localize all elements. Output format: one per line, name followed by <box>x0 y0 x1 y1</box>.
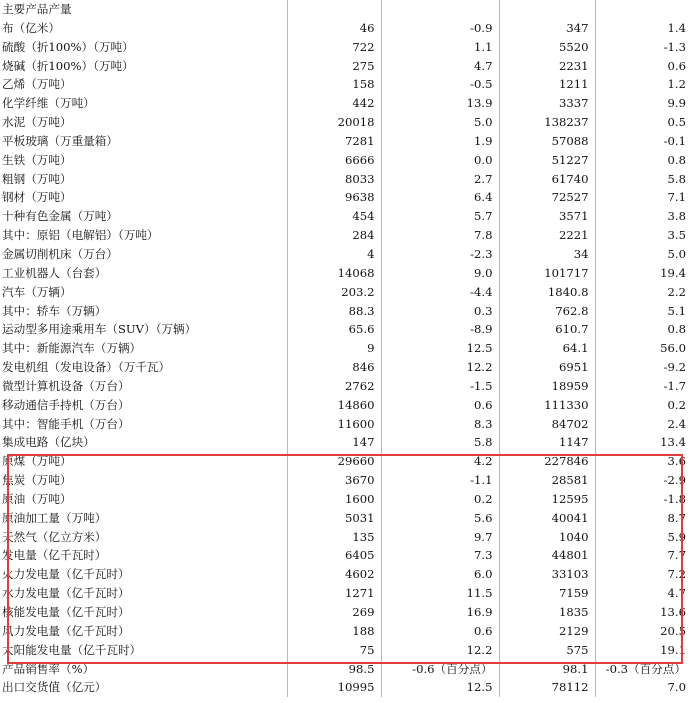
value-cell-v1: 8033 <box>287 170 381 189</box>
value-cell-v4: 5.9 <box>595 528 692 547</box>
value-cell-v2: 6.4 <box>381 188 499 207</box>
value-cell-v4: 0.8 <box>595 151 692 170</box>
value-cell-v2: 12.5 <box>381 678 499 697</box>
value-cell-v2: 7.8 <box>381 226 499 245</box>
value-cell-v3: 7159 <box>499 584 595 603</box>
table-row <box>0 264 692 283</box>
table-row <box>0 132 692 151</box>
value-cell-v2: 16.9 <box>381 603 499 622</box>
value-cell-v3: 1147 <box>499 433 595 452</box>
table-row <box>0 358 692 377</box>
table-row <box>0 38 692 57</box>
value-cell-v2: 4.2 <box>381 452 499 471</box>
value-cell-v1: 4 <box>287 245 381 264</box>
value-cell-v3: 101717 <box>499 264 595 283</box>
value-cell-v1: 203.2 <box>287 283 381 302</box>
value-cell-v4: 8.7 <box>595 509 692 528</box>
value-cell-v2: 2.7 <box>381 170 499 189</box>
table-row <box>0 283 692 302</box>
value-cell-v3: 40041 <box>499 509 595 528</box>
value-cell-v4: 13.6 <box>595 603 692 622</box>
value-cell-v4: 7.1 <box>595 188 692 207</box>
value-cell-v3: 1835 <box>499 603 595 622</box>
value-cell-v1: 3670 <box>287 471 381 490</box>
value-cell-v3: 57088 <box>499 132 595 151</box>
table-row <box>0 452 692 471</box>
row-label: 风力发电量（亿千瓦时） <box>2 623 130 638</box>
value-cell-v2: 0.3 <box>381 302 499 321</box>
value-cell-v2: 12.5 <box>381 339 499 358</box>
value-cell-v3: 347 <box>499 19 595 38</box>
value-cell-v3: 33103 <box>499 565 595 584</box>
value-cell-v1: 4602 <box>287 565 381 584</box>
value-cell-v1: 65.6 <box>287 320 381 339</box>
table-row <box>0 377 692 396</box>
value-cell-v3: 575 <box>499 641 595 660</box>
value-cell-v2: 0.6 <box>381 622 499 641</box>
value-cell-v3: 111330 <box>499 396 595 415</box>
row-label: 原油加工量（万吨） <box>2 510 107 525</box>
value-cell-v1: 269 <box>287 603 381 622</box>
table-row <box>0 678 692 697</box>
table-row <box>0 75 692 94</box>
value-cell-v3: 2221 <box>499 226 595 245</box>
value-cell-v4: -0.3（百分点） <box>595 660 692 679</box>
value-cell-v2: 5.0 <box>381 113 499 132</box>
value-cell-v4: 3.5 <box>595 226 692 245</box>
table-row <box>0 471 692 490</box>
row-label: 水泥（万吨） <box>2 115 72 130</box>
table-row <box>0 509 692 528</box>
table-row <box>0 433 692 452</box>
title-cell-1 <box>287 0 381 19</box>
row-label: 粗钢（万吨） <box>2 171 72 186</box>
row-label: 微型计算机设备（万台） <box>2 378 130 393</box>
value-cell-v3: 61740 <box>499 170 595 189</box>
value-cell-v1: 454 <box>287 207 381 226</box>
value-cell-v2: -0.9 <box>381 19 499 38</box>
row-label: 产品销售率（%） <box>2 661 95 676</box>
value-cell-v4: -1.7 <box>595 377 692 396</box>
value-cell-v3: 138237 <box>499 113 595 132</box>
value-cell-v1: 442 <box>287 94 381 113</box>
table-row <box>0 302 692 321</box>
value-cell-v2: 12.2 <box>381 358 499 377</box>
table-row <box>0 546 692 565</box>
row-label: 汽车（万辆） <box>2 284 72 299</box>
value-cell-v1: 275 <box>287 57 381 76</box>
value-cell-v1: 88.3 <box>287 302 381 321</box>
table-row <box>0 113 692 132</box>
value-cell-v1: 158 <box>287 75 381 94</box>
row-label: 其中：新能源汽车（万辆） <box>2 341 142 356</box>
row-label: 水力发电量（亿千瓦时） <box>2 586 130 601</box>
value-cell-v4: 0.5 <box>595 113 692 132</box>
value-cell-v2: 0.0 <box>381 151 499 170</box>
value-cell-v2: 1.1 <box>381 38 499 57</box>
value-cell-v2: 8.3 <box>381 415 499 434</box>
row-label: 天然气（亿立方米） <box>2 529 107 544</box>
value-cell-v1: 188 <box>287 622 381 641</box>
row-label: 钢材（万吨） <box>2 190 72 205</box>
value-cell-v3: 1040 <box>499 528 595 547</box>
value-cell-v3: 3337 <box>499 94 595 113</box>
table-row <box>0 415 692 434</box>
value-cell-v4: -2.9 <box>595 471 692 490</box>
value-cell-v4: 4.7 <box>595 584 692 603</box>
row-label: 生铁（万吨） <box>2 152 72 167</box>
value-cell-v4: 7.0 <box>595 678 692 697</box>
value-cell-v3: 12595 <box>499 490 595 509</box>
row-label: 工业机器人（台套） <box>2 265 107 280</box>
value-cell-v1: 14068 <box>287 264 381 283</box>
value-cell-v3: 44801 <box>499 546 595 565</box>
value-cell-v3: 34 <box>499 245 595 264</box>
value-cell-v4: 56.0 <box>595 339 692 358</box>
row-label: 其中：轿车（万辆） <box>2 303 107 318</box>
table-row <box>0 245 692 264</box>
value-cell-v3: 2231 <box>499 57 595 76</box>
value-cell-v1: 9638 <box>287 188 381 207</box>
value-cell-v4: 5.1 <box>595 302 692 321</box>
value-cell-v3: 64.1 <box>499 339 595 358</box>
row-label: 出口交货值（亿元） <box>2 680 107 695</box>
value-cell-v2: 0.6 <box>381 396 499 415</box>
value-cell-v2: -0.6（百分点） <box>381 660 499 679</box>
table-row <box>0 584 692 603</box>
table-row <box>0 19 692 38</box>
value-cell-v1: 722 <box>287 38 381 57</box>
value-cell-v1: 135 <box>287 528 381 547</box>
value-cell-v4: 9.9 <box>595 94 692 113</box>
value-cell-v1: 29660 <box>287 452 381 471</box>
value-cell-v1: 1600 <box>287 490 381 509</box>
row-label: 乙烯（万吨） <box>2 77 72 92</box>
value-cell-v2: -2.3 <box>381 245 499 264</box>
row-label: 发电机组（发电设备）（万千瓦） <box>2 360 171 375</box>
value-cell-v2: 9.0 <box>381 264 499 283</box>
value-cell-v1: 1271 <box>287 584 381 603</box>
row-label: 原煤（万吨） <box>2 454 72 469</box>
value-cell-v1: 75 <box>287 641 381 660</box>
value-cell-v4: -9.2 <box>595 358 692 377</box>
table-row <box>0 94 692 113</box>
value-cell-v1: 846 <box>287 358 381 377</box>
table-row <box>0 170 692 189</box>
value-cell-v4: 19.1 <box>595 641 692 660</box>
value-cell-v3: 610.7 <box>499 320 595 339</box>
table-row <box>0 622 692 641</box>
table-row <box>0 339 692 358</box>
value-cell-v4: 0.8 <box>595 320 692 339</box>
value-cell-v4: -0.1 <box>595 132 692 151</box>
row-label: 烧碱（折100%）（万吨） <box>2 58 134 73</box>
value-cell-v2: 0.2 <box>381 490 499 509</box>
value-cell-v2: -8.9 <box>381 320 499 339</box>
value-cell-v2: 13.9 <box>381 94 499 113</box>
table-row <box>0 188 692 207</box>
value-cell-v3: 1840.8 <box>499 283 595 302</box>
row-label: 硫酸（折100%）（万吨） <box>2 39 134 54</box>
value-cell-v1: 10995 <box>287 678 381 697</box>
table-row <box>0 528 692 547</box>
table-title: 主要产品产量 <box>2 2 72 16</box>
value-cell-v1: 11600 <box>287 415 381 434</box>
row-label: 核能发电量（亿千瓦时） <box>2 605 130 619</box>
title-cell-4 <box>595 0 692 19</box>
value-cell-v2: -1.5 <box>381 377 499 396</box>
value-cell-v2: 5.7 <box>381 207 499 226</box>
row-label: 其中：智能手机（万台） <box>2 416 130 431</box>
table-row <box>0 641 692 660</box>
row-label: 平板玻璃（万重量箱） <box>2 133 118 148</box>
row-label: 金属切削机床（万台） <box>2 246 118 261</box>
table-row <box>0 396 692 415</box>
table-row <box>0 151 692 170</box>
table-row <box>0 226 692 245</box>
row-label: 移动通信手持机（万台） <box>2 397 130 412</box>
value-cell-v3: 98.1 <box>499 660 595 679</box>
value-cell-v4: 7.2 <box>595 565 692 584</box>
value-cell-v4: 19.4 <box>595 264 692 283</box>
row-label: 其中：原铝（电解铝）（万吨） <box>2 228 159 243</box>
value-cell-v4: -1.3 <box>595 38 692 57</box>
row-label: 发电量（亿千瓦时） <box>2 548 107 563</box>
value-cell-v3: 84702 <box>499 415 595 434</box>
value-cell-v4: 5.8 <box>595 170 692 189</box>
value-cell-v4: 7.7 <box>595 546 692 565</box>
value-cell-v3: 28581 <box>499 471 595 490</box>
value-cell-v4: 3.8 <box>595 207 692 226</box>
table-row <box>0 490 692 509</box>
row-label: 火力发电量（亿千瓦时） <box>2 567 130 582</box>
value-cell-v3: 762.8 <box>499 302 595 321</box>
value-cell-v4: 2.2 <box>595 283 692 302</box>
value-cell-v2: 5.8 <box>381 433 499 452</box>
row-label: 布（亿米） <box>2 20 60 35</box>
value-cell-v4: 0.6 <box>595 57 692 76</box>
value-cell-v2: -0.5 <box>381 75 499 94</box>
value-cell-v4: 3.6 <box>595 452 692 471</box>
row-label: 焦炭（万吨） <box>2 473 72 488</box>
value-cell-v3: 78112 <box>499 678 595 697</box>
value-cell-v2: -1.1 <box>381 471 499 490</box>
value-cell-v4: 5.0 <box>595 245 692 264</box>
table-row <box>0 565 692 584</box>
value-cell-v3: 1211 <box>499 75 595 94</box>
value-cell-v3: 2129 <box>499 622 595 641</box>
title-cell-2 <box>381 0 499 19</box>
value-cell-v2: 7.3 <box>381 546 499 565</box>
value-cell-v2: 12.2 <box>381 641 499 660</box>
value-cell-v2: 1.9 <box>381 132 499 151</box>
value-cell-v1: 284 <box>287 226 381 245</box>
value-cell-v3: 6951 <box>499 358 595 377</box>
table-row <box>0 57 692 76</box>
value-cell-v4: 1.2 <box>595 75 692 94</box>
value-cell-v1: 20018 <box>287 113 381 132</box>
row-label: 太阳能发电量（亿千瓦时） <box>2 642 142 657</box>
value-cell-v1: 9 <box>287 339 381 358</box>
value-cell-v2: 5.6 <box>381 509 499 528</box>
value-cell-v1: 2762 <box>287 377 381 396</box>
value-cell-v3: 18959 <box>499 377 595 396</box>
value-cell-v1: 46 <box>287 19 381 38</box>
value-cell-v4: 1.4 <box>595 19 692 38</box>
value-cell-v2: 11.5 <box>381 584 499 603</box>
value-cell-v4: 0.2 <box>595 396 692 415</box>
value-cell-v1: 5031 <box>287 509 381 528</box>
value-cell-v1: 147 <box>287 433 381 452</box>
value-cell-v1: 14860 <box>287 396 381 415</box>
row-label: 化学纤维（万吨） <box>2 96 95 111</box>
table-row <box>0 603 692 622</box>
table-row <box>0 320 692 339</box>
value-cell-v4: -1.8 <box>595 490 692 509</box>
value-cell-v4: 2.4 <box>595 415 692 434</box>
value-cell-v3: 3571 <box>499 207 595 226</box>
value-cell-v2: 6.0 <box>381 565 499 584</box>
title-cell-3 <box>499 0 595 19</box>
table-row <box>0 207 692 226</box>
value-cell-v1: 7281 <box>287 132 381 151</box>
table-row <box>0 660 692 679</box>
value-cell-v2: -4.4 <box>381 283 499 302</box>
row-label: 运动型多用途乘用车（SUV）（万辆） <box>2 322 197 337</box>
value-cell-v3: 227846 <box>499 452 595 471</box>
row-label: 集成电路（亿块） <box>2 435 95 450</box>
row-label: 十种有色金属（万吨） <box>2 209 118 224</box>
value-cell-v1: 6666 <box>287 151 381 170</box>
value-cell-v4: 13.4 <box>595 433 692 452</box>
value-cell-v3: 51227 <box>499 151 595 170</box>
value-cell-v2: 4.7 <box>381 57 499 76</box>
value-cell-v1: 98.5 <box>287 660 381 679</box>
table-title-row <box>0 0 692 19</box>
value-cell-v2: 9.7 <box>381 528 499 547</box>
value-cell-v1: 6405 <box>287 546 381 565</box>
value-cell-v4: 20.5 <box>595 622 692 641</box>
row-label: 原油（万吨） <box>2 491 72 506</box>
value-cell-v3: 72527 <box>499 188 595 207</box>
value-cell-v3: 5520 <box>499 38 595 57</box>
